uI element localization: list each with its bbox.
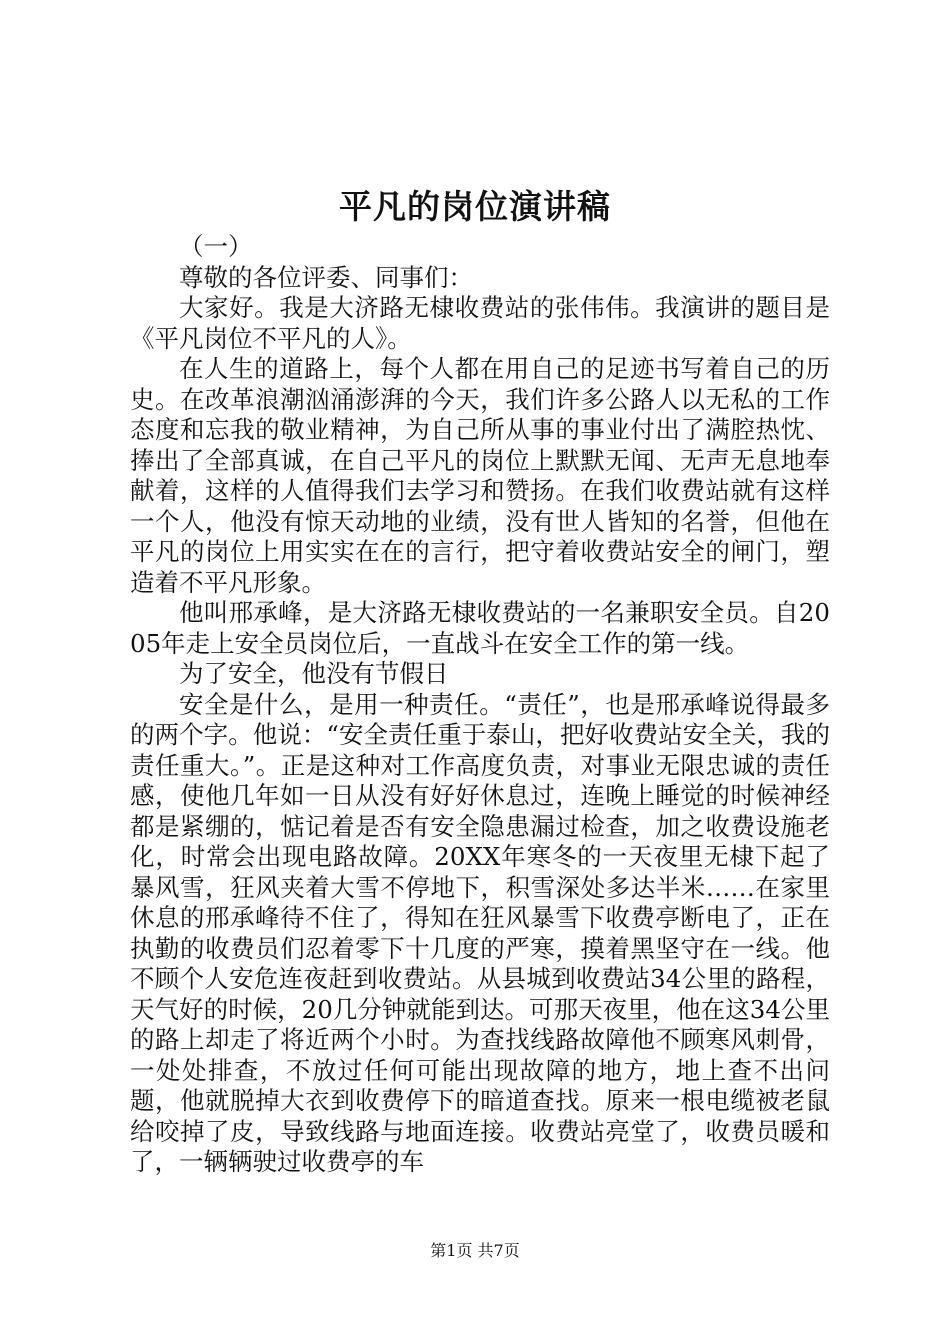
page-footer: 第1页 共7页 [430,1241,520,1260]
paragraph-life-road: 在人生的道路上，每个人都在用自己的足迹书写着自己的历史。在改革浪潮汹涌澎湃的今天，我们许多公路人以无私的工作态度和忘我的敬业精神，为自己所从事的事业付出了满腔热忱、捧出了全部真诚，在自己平凡的岗位上默默无闻、无声无息地奉献着，这样的人值得我们去学习和赞扬。在我们收费站就有这样一个人，他没有惊天动地的业绩，没有世人皆知的名誉，但他在平凡的岗位上用实实在在的言行，把守着收费站安全的闸门，塑造着不平凡形象。 [130,354,830,597]
section-heading: 为了安全，他没有节假日 [179,659,449,688]
section-number: （一） [179,232,253,261]
document-title: 平凡的岗位演讲稿 [339,187,611,226]
paragraph-responsibility: 安全是什么，是用一种责任。“责任”，也是邢承峰说得最多的两个字。他说：“安全责任重于泰山，把好收费站安全关，我的责任重大。”。正是这种对工作高度负责，对事业无限忠诚的责任感，使他几年如一日从没有好好休息过，连晚上睡觉的时候神经都是紧绷的，惦记着是否有安全隐患漏过检查，加之收费设施老化，时常会出现电路故障。20XX年寒冬的一天夜里无棣下起了暴风雪，狂风夹着大雪不停地下，积雪深处多达半米……在家里休息的邢承峰待不住了，得知在狂风暴雪下收费亭断电了，正在执勤的收费员们忍着零下十几度的严寒，摸着黑坚守在一线。他不顾个人安危连夜赶到收费站。从县城到收费站34公里的路程，天气好的时候，20几分钟就能到达。可那天夜里，他在这34公里的路上却走了将近两个小时。为查找线路故障他不顾寒风刺骨，一处处排查，不放过任何可能出现故障的地方，地上查不出问题，他就脱掉大衣到收费停下的暗道查找。原来一根电缆被老鼠给咬掉了皮，导致线路与地面连接。收费站亮堂了，收费员暖和了，一辆辆驶过收费亭的车 [130,689,830,1176]
paragraph-intro: 大家好。我是大济路无棣收费站的张伟伟。我演讲的题目是《平凡岗位不平凡的人》。 [130,293,830,353]
document-body [130,232,830,1178]
salutation: 尊敬的各位评委、同事们： [179,262,473,292]
paragraph-introduce-person: 他叫邢承峰，是大济路无棣收费站的一名兼职安全员。自2005年走上安全员岗位后，一直战斗在安全工作的第一线。 [130,598,830,658]
